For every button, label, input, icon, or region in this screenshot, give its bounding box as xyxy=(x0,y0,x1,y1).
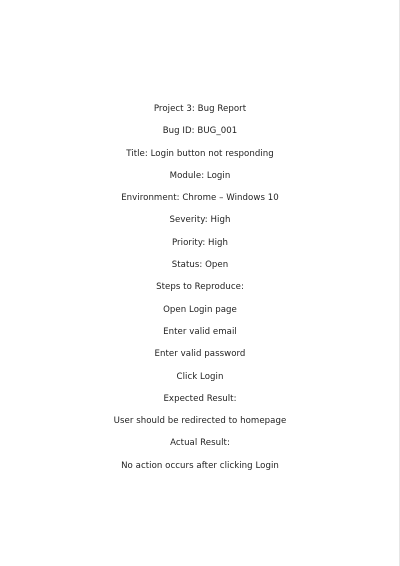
actual-result-text: No action occurs after clicking Login xyxy=(121,460,279,471)
steps-heading: Steps to Reproduce: xyxy=(156,282,244,293)
step-line: Click Login xyxy=(176,371,224,382)
expected-result-text: User should be redirected to homepage xyxy=(113,416,287,427)
actual-result-heading: Actual Result: xyxy=(170,438,230,449)
priority-line: Priority: High xyxy=(171,237,229,248)
step-line: Enter valid password xyxy=(154,349,246,360)
status-line: Status: Open xyxy=(171,260,229,271)
environment-line: Environment: Chrome – Windows 10 xyxy=(121,193,279,204)
bug-report-text xyxy=(0,98,400,477)
step-line: Enter valid email xyxy=(163,326,237,337)
bug-id-line: Bug ID: BUG_001 xyxy=(162,126,238,137)
step-line: Open Login page xyxy=(163,304,237,315)
module-line: Module: Login xyxy=(169,170,231,181)
title-line: Title: Login button not responding xyxy=(126,148,274,159)
expected-result-heading: Expected Result: xyxy=(163,393,237,404)
severity-line: Severity: High xyxy=(169,215,231,226)
report-heading: Project 3: Bug Report xyxy=(153,104,247,114)
